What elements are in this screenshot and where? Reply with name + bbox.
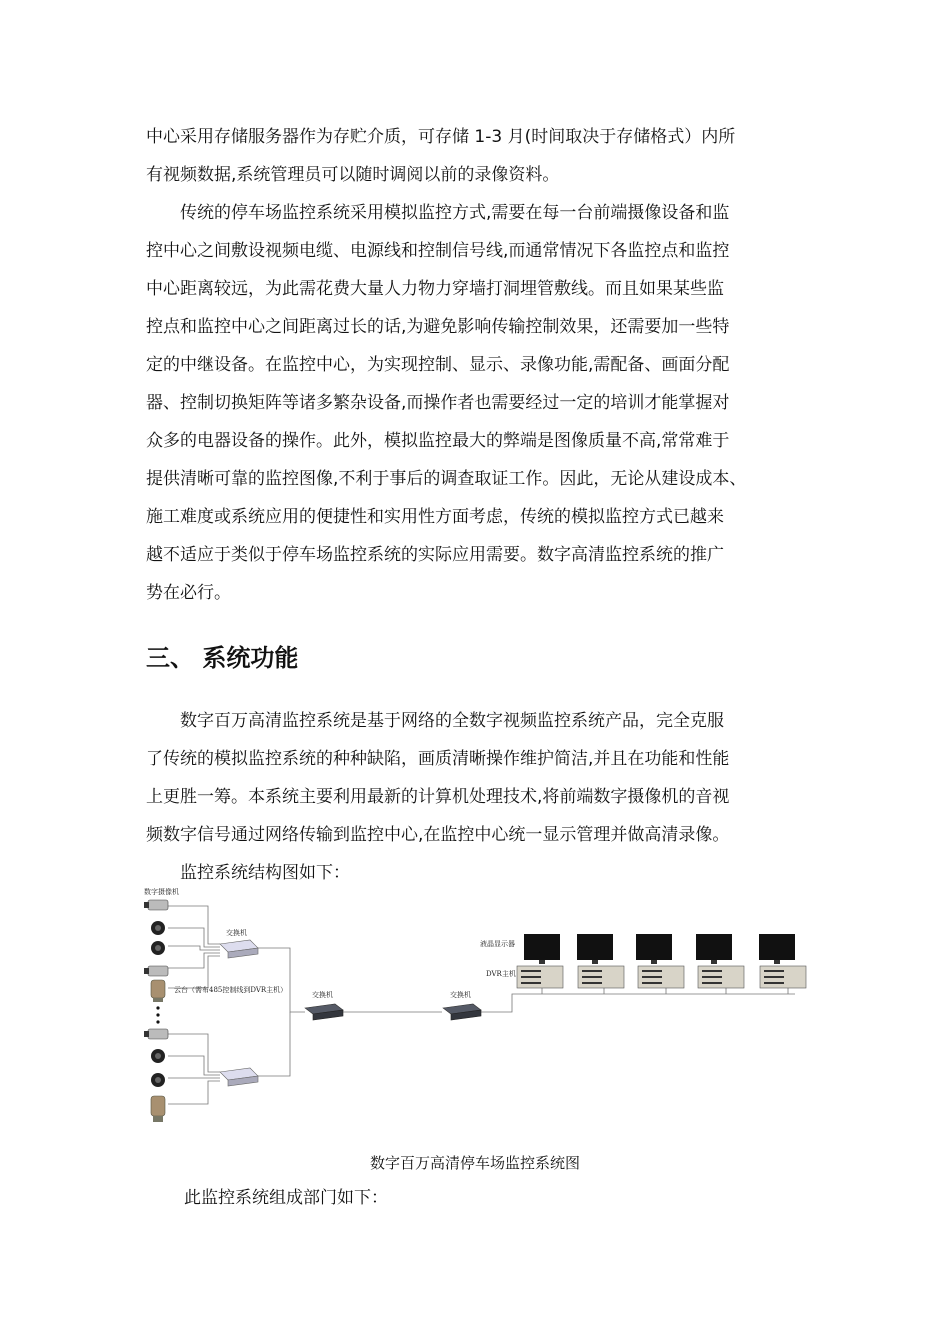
ptz-camera-icon [151, 980, 165, 1002]
ptz-camera-icon [151, 1096, 165, 1122]
text-line: 定的中继设备。在监控中心，为实现控制、显示、录像功能,需配备、画面分配 [146, 355, 730, 375]
switch-icon [305, 1004, 343, 1020]
text-line: 了传统的模拟监控系统的种种缺陷，画质清晰操作维护简洁,并且在功能和性能 [146, 749, 730, 769]
monitor-icon [636, 934, 672, 964]
dome-camera-icon [151, 921, 165, 935]
text-line: 越不适应于类似于停车场监控系统的实际应用需要。数字高清监控系统的推广 [146, 545, 724, 565]
text-line: 控点和监控中心之间距离过长的话,为避免影响传输控制效果，还需要加一些特 [146, 317, 730, 337]
text-line: 器、控制切换矩阵等诸多繁杂设备,而操作者也需要经过一定的培训才能掌握对 [146, 393, 730, 413]
dome-camera-icon [151, 1073, 165, 1087]
ellipsis-dots [156, 1006, 159, 1023]
text-line: 频数字信号通过网络传输到监控中心,在监控中心统一显示管理并做高清录像。 [146, 825, 730, 845]
dome-camera-icon [151, 941, 165, 955]
text-line: 提供清晰可靠的监控图像,不利于事后的调查取证工作。因此，无论从建设成本、 [146, 469, 747, 489]
dvr-host-icon [517, 966, 563, 988]
monitor-label: 液晶显示器 [480, 940, 515, 948]
camera-label: 数字摄像机 [144, 888, 179, 896]
paragraph-analog-drawbacks [146, 194, 810, 612]
monitor-icon [577, 934, 613, 964]
dvr-host-icon [638, 966, 684, 988]
paragraph-storage [146, 118, 810, 194]
text-line: 众多的电器设备的操作。此外，模拟监控最大的弊端是图像质量不高,常常难于 [146, 431, 730, 451]
dome-camera-icon [151, 1049, 165, 1063]
paragraph-system-function [146, 702, 810, 892]
dvr-host-icon [698, 966, 744, 988]
text-line: 有视频数据,系统管理员可以随时调阅以前的录像资料。 [146, 165, 560, 185]
text-line: 中心距离较远，为此需花费大量人力物力穿墙打洞埋管敷线。而且如果某些监 [146, 279, 724, 299]
text-line: 上更胜一筹。本系统主要利用最新的计算机处理技术,将前端数字摄像机的音视 [146, 787, 730, 807]
camera-icon [144, 1029, 168, 1039]
camera-icon [144, 900, 168, 910]
text-line: 势在必行。 [146, 583, 231, 603]
switch-icon [443, 1004, 481, 1020]
text-line: 监控系统结构图如下： [146, 863, 350, 883]
switch-icon [220, 1068, 258, 1086]
switch-label: 交换机 [450, 991, 471, 999]
monitor-icon [759, 934, 795, 964]
switch-label: 交换机 [312, 991, 333, 999]
dvr-host-icon [578, 966, 624, 988]
dvr-label: DVR主机 [486, 970, 516, 978]
monitor-icon [524, 934, 560, 964]
monitor-icon [696, 934, 732, 964]
dvr-host-icon [760, 966, 806, 988]
section-heading: 三、 系统功能 [146, 644, 299, 672]
text-line: 中心采用存储服务器作为存贮介质，可存储 1-3 月(时间取决于存储格式）内所 [146, 127, 736, 147]
switch-label: 交换机 [226, 929, 247, 937]
text-line: 传统的停车场监控系统采用模拟监控方式,需要在每一台前端摄像设备和监 [146, 203, 730, 223]
ptz-label: 云台（需布485控制线到DVR主机） [174, 986, 288, 994]
system-structure-diagram [140, 884, 820, 1136]
text-line: 数字百万高清监控系统是基于网络的全数字视频监控系统产品，完全克服 [146, 711, 724, 731]
camera-icon [144, 966, 168, 976]
text-line: 控中心之间敷设视频电缆、电源线和控制信号线,而通常情况下各监控点和监控 [146, 241, 730, 261]
closing-line: 此监控系统组成部门如下： [184, 1188, 388, 1208]
switch-icon [220, 940, 258, 958]
figure-caption: 数字百万高清停车场监控系统图 [369, 1154, 580, 1172]
text-line: 施工难度或系统应用的便捷性和实用性方面考虑，传统的模拟监控方式已越来 [146, 507, 724, 527]
